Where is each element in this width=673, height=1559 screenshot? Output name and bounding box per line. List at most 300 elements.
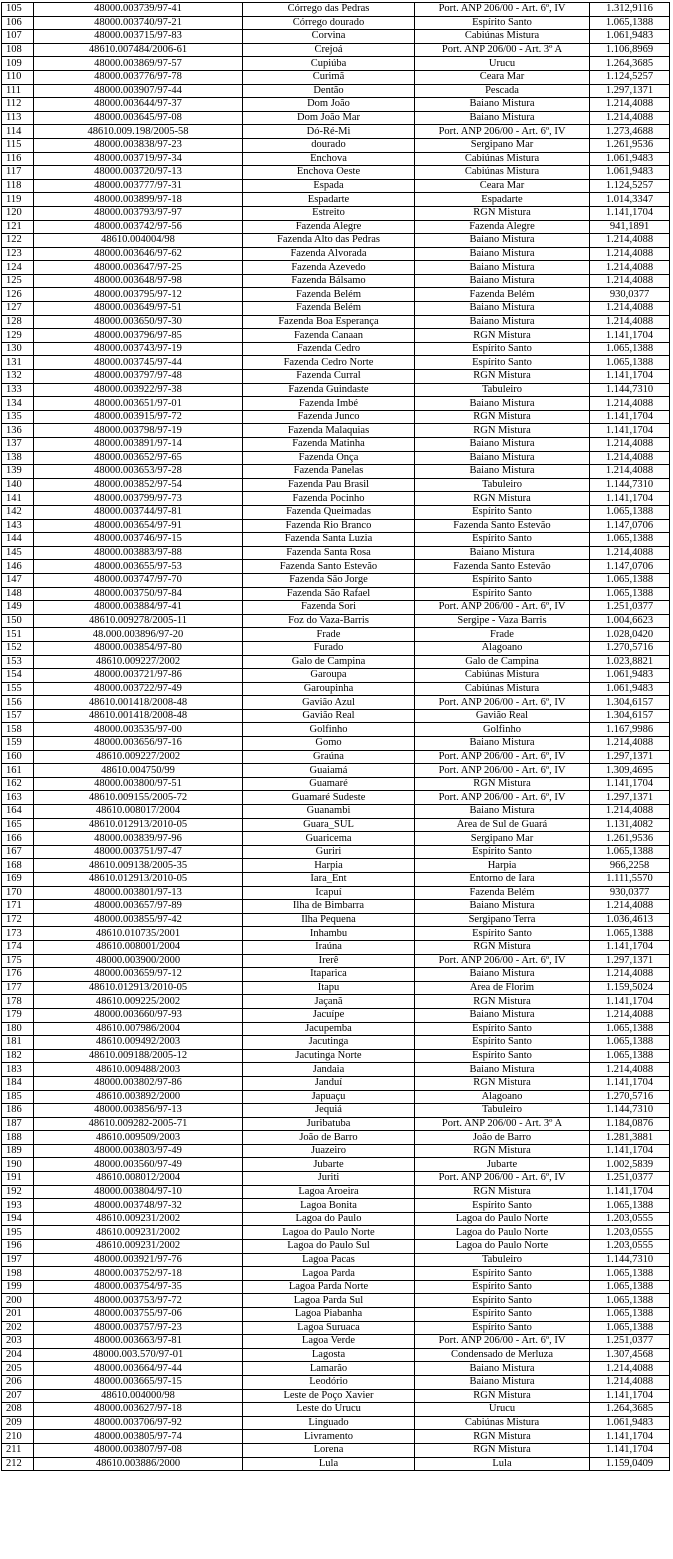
reference-cell: RGN Mistura: [415, 777, 590, 791]
reference-cell: Tabuleiro: [415, 1253, 590, 1267]
reference-cell: Espírito Santo: [415, 342, 590, 356]
reference-cell: Cabiúnas Mistura: [415, 669, 590, 683]
process-number-cell: 48000.003627/97-18: [34, 1403, 243, 1417]
process-number-cell: 48610.009138/2005-35: [34, 859, 243, 873]
row-number-cell: 145: [2, 546, 34, 560]
row-number-cell: 208: [2, 1403, 34, 1417]
price-cell: 1.065,1388: [590, 1294, 670, 1308]
process-number-cell: 48000.003776/97-78: [34, 70, 243, 84]
reference-cell: Port. ANP 206/00 - Art. 3º A: [415, 43, 590, 57]
process-number-cell: 48000.003646/97-62: [34, 247, 243, 261]
price-cell: 1.065,1388: [590, 573, 670, 587]
row-number-cell: 113: [2, 111, 34, 125]
reference-cell: Gavião Real: [415, 709, 590, 723]
table-row: [2, 628, 670, 642]
price-cell: 1.264,3685: [590, 1403, 670, 1417]
table-row: [2, 370, 670, 384]
price-cell: 1.214,4088: [590, 1008, 670, 1022]
row-number-cell: 118: [2, 179, 34, 193]
process-number-cell: 48610.009231/2002: [34, 1212, 243, 1226]
table-row: [2, 601, 670, 615]
field-name-cell: Curimã: [243, 70, 415, 84]
reference-cell: Fazenda Belém: [415, 288, 590, 302]
process-number-cell: 48000.003855/97-42: [34, 913, 243, 927]
table-row: [2, 70, 670, 84]
reference-cell: Baiano Mistura: [415, 968, 590, 982]
row-number-cell: 194: [2, 1212, 34, 1226]
price-cell: 1.214,4088: [590, 805, 670, 819]
field-name-cell: Janduí: [243, 1076, 415, 1090]
price-cell: 1.203,0555: [590, 1240, 670, 1254]
process-number-cell: 48610.004004/98: [34, 234, 243, 248]
field-name-cell: Fazenda Pocinho: [243, 492, 415, 506]
table-row: [2, 166, 670, 180]
reference-cell: Golfinho: [415, 723, 590, 737]
field-name-cell: Jubarte: [243, 1158, 415, 1172]
process-number-cell: 48000.003899/97-18: [34, 193, 243, 207]
table-row: [2, 342, 670, 356]
table-row: [2, 1267, 670, 1281]
price-cell: 1.061,9483: [590, 669, 670, 683]
reference-cell: Urucu: [415, 1403, 590, 1417]
price-cell: 1.141,1704: [590, 492, 670, 506]
process-number-cell: 48610.009227/2002: [34, 655, 243, 669]
table-row: [2, 1348, 670, 1362]
process-number-cell: 48000.003660/97-93: [34, 1008, 243, 1022]
row-number-cell: 154: [2, 669, 34, 683]
reference-cell: Baiano Mistura: [415, 315, 590, 329]
table-row: [2, 505, 670, 519]
reference-cell: Baiano Mistura: [415, 98, 590, 112]
price-cell: 1.065,1388: [590, 356, 670, 370]
field-name-cell: Linguado: [243, 1416, 415, 1430]
price-cell: 1.309,4695: [590, 764, 670, 778]
reference-cell: Baiano Mistura: [415, 737, 590, 751]
row-number-cell: 115: [2, 138, 34, 152]
row-number-cell: 127: [2, 302, 34, 316]
table-row: [2, 193, 670, 207]
row-number-cell: 177: [2, 981, 34, 995]
reference-cell: Lagoa do Paulo Norte: [415, 1226, 590, 1240]
process-number-cell: 48000.003740/97-21: [34, 16, 243, 30]
row-number-cell: 126: [2, 288, 34, 302]
row-number-cell: 112: [2, 98, 34, 112]
process-number-cell: 48000.003754/97-35: [34, 1280, 243, 1294]
row-number-cell: 212: [2, 1457, 34, 1471]
process-number-cell: 48000.003650/97-30: [34, 315, 243, 329]
table-row: [2, 981, 670, 995]
table-row: [2, 1036, 670, 1050]
field-name-cell: Icapuí: [243, 886, 415, 900]
reference-cell: Condensado de Merluza: [415, 1348, 590, 1362]
process-number-cell: 48610.004000/98: [34, 1389, 243, 1403]
field-name-cell: Dó-Ré-Mi: [243, 125, 415, 139]
reference-cell: Baiano Mistura: [415, 546, 590, 560]
table-row: [2, 1131, 670, 1145]
row-number-cell: 211: [2, 1443, 34, 1457]
row-number-cell: 197: [2, 1253, 34, 1267]
table-row: [2, 206, 670, 220]
table-row: [2, 777, 670, 791]
field-name-cell: Graúna: [243, 750, 415, 764]
table-row: [2, 805, 670, 819]
field-name-cell: Fazenda Santa Luzia: [243, 533, 415, 547]
field-name-cell: Guamaré: [243, 777, 415, 791]
row-number-cell: 190: [2, 1158, 34, 1172]
reference-cell: Port. ANP 206/00 - Art. 3º A: [415, 1117, 590, 1131]
price-cell: 1.014,3347: [590, 193, 670, 207]
row-number-cell: 132: [2, 370, 34, 384]
price-cell: 1.065,1388: [590, 1199, 670, 1213]
row-number-cell: 163: [2, 791, 34, 805]
table-row: [2, 669, 670, 683]
price-cell: 1.251,0377: [590, 1335, 670, 1349]
process-number-cell: 48000.003664/97-44: [34, 1362, 243, 1376]
process-number-cell: 48000.003535/97-00: [34, 723, 243, 737]
reference-cell: Cabiúnas Mistura: [415, 682, 590, 696]
row-number-cell: 128: [2, 315, 34, 329]
field-name-cell: Guamaré Sudeste: [243, 791, 415, 805]
reference-cell: Espírito Santo: [415, 845, 590, 859]
price-cell: 930,0377: [590, 288, 670, 302]
row-number-cell: 121: [2, 220, 34, 234]
table-row: [2, 655, 670, 669]
reference-cell: Harpia: [415, 859, 590, 873]
price-cell: 1.141,1704: [590, 410, 670, 424]
field-name-cell: Jacuípe: [243, 1008, 415, 1022]
field-name-cell: Iraúna: [243, 940, 415, 954]
table-row: [2, 1049, 670, 1063]
table-body: [2, 3, 670, 1471]
process-number-cell: 48000.003807/97-08: [34, 1443, 243, 1457]
field-name-cell: Enchova: [243, 152, 415, 166]
process-number-cell: 48000.003755/97-06: [34, 1308, 243, 1322]
field-name-cell: dourado: [243, 138, 415, 152]
row-number-cell: 210: [2, 1430, 34, 1444]
price-cell: 1.214,4088: [590, 1362, 670, 1376]
process-number-cell: 48000.003802/97-86: [34, 1076, 243, 1090]
table-row: [2, 424, 670, 438]
row-number-cell: 114: [2, 125, 34, 139]
process-number-cell: 48000.003657/97-89: [34, 900, 243, 914]
process-number-cell: 48000.003799/97-73: [34, 492, 243, 506]
field-name-cell: Jacupemba: [243, 1022, 415, 1036]
reference-cell: Urucu: [415, 57, 590, 71]
row-number-cell: 135: [2, 410, 34, 424]
field-name-cell: Fazenda Alto das Pedras: [243, 234, 415, 248]
reference-cell: Baiano Mistura: [415, 1362, 590, 1376]
field-name-cell: Lagoa Parda Norte: [243, 1280, 415, 1294]
table-row: [2, 1443, 670, 1457]
table-row: [2, 84, 670, 98]
reference-cell: Tabuleiro: [415, 478, 590, 492]
price-cell: 1.036,4613: [590, 913, 670, 927]
price-cell: 1.307,4568: [590, 1348, 670, 1362]
row-number-cell: 110: [2, 70, 34, 84]
price-cell: 1.131,4082: [590, 818, 670, 832]
row-number-cell: 165: [2, 818, 34, 832]
price-cell: 1.141,1704: [590, 206, 670, 220]
reference-cell: Port. ANP 206/00 - Art. 6º, IV: [415, 601, 590, 615]
reference-cell: Baiano Mistura: [415, 111, 590, 125]
field-name-cell: Fazenda Sori: [243, 601, 415, 615]
price-cell: 1.065,1388: [590, 1321, 670, 1335]
table-row: [2, 274, 670, 288]
table-row: [2, 995, 670, 1009]
reference-cell: Baiano Mistura: [415, 1063, 590, 1077]
table-row: [2, 261, 670, 275]
row-number-cell: 159: [2, 737, 34, 751]
reference-cell: Espírito Santo: [415, 1049, 590, 1063]
process-number-cell: 48610.012913/2010-05: [34, 981, 243, 995]
reference-cell: Espírito Santo: [415, 1321, 590, 1335]
row-number-cell: 207: [2, 1389, 34, 1403]
reference-cell: Cabiúnas Mistura: [415, 1416, 590, 1430]
field-name-cell: Inhambu: [243, 927, 415, 941]
field-name-cell: Itaparica: [243, 968, 415, 982]
row-number-cell: 201: [2, 1308, 34, 1322]
process-number-cell: 48000.003720/97-13: [34, 166, 243, 180]
price-cell: 1.159,0409: [590, 1457, 670, 1471]
row-number-cell: 130: [2, 342, 34, 356]
field-name-cell: Espada: [243, 179, 415, 193]
row-number-cell: 160: [2, 750, 34, 764]
process-number-cell: 48610.004750/99: [34, 764, 243, 778]
reference-cell: Baiano Mistura: [415, 397, 590, 411]
process-number-cell: 48610.008017/2004: [34, 805, 243, 819]
price-cell: 930,0377: [590, 886, 670, 900]
field-name-cell: Dom João Mar: [243, 111, 415, 125]
field-name-cell: Fazenda Malaquias: [243, 424, 415, 438]
reference-cell: Fazenda Alegre: [415, 220, 590, 234]
field-name-cell: Jaçanã: [243, 995, 415, 1009]
row-number-cell: 185: [2, 1090, 34, 1104]
reference-cell: Tabuleiro: [415, 1104, 590, 1118]
reference-cell: RGN Mistura: [415, 206, 590, 220]
field-name-cell: Estreito: [243, 206, 415, 220]
table-row: [2, 98, 670, 112]
price-cell: 1.141,1704: [590, 1443, 670, 1457]
reference-cell: Baiano Mistura: [415, 234, 590, 248]
price-cell: 1.270,5716: [590, 1090, 670, 1104]
reference-cell: Lagoa do Paulo Norte: [415, 1212, 590, 1226]
field-name-cell: Lagosta: [243, 1348, 415, 1362]
reference-cell: RGN Mistura: [415, 1389, 590, 1403]
row-number-cell: 198: [2, 1267, 34, 1281]
process-number-cell: 48610.009225/2002: [34, 995, 243, 1009]
row-number-cell: 137: [2, 438, 34, 452]
table-row: [2, 1403, 670, 1417]
price-cell: 1.141,1704: [590, 329, 670, 343]
price-cell: 1.214,4088: [590, 1375, 670, 1389]
field-name-cell: Fazenda Imbé: [243, 397, 415, 411]
table-row: [2, 1321, 670, 1335]
table-row: [2, 1212, 670, 1226]
price-cell: 1.141,1704: [590, 777, 670, 791]
field-name-cell: Lula: [243, 1457, 415, 1471]
table-row: [2, 546, 670, 560]
reference-cell: RGN Mistura: [415, 940, 590, 954]
reference-cell: Tabuleiro: [415, 383, 590, 397]
process-number-cell: 48610.009492/2003: [34, 1036, 243, 1050]
reference-cell: Espírito Santo: [415, 356, 590, 370]
field-name-cell: Enchova Oeste: [243, 166, 415, 180]
price-cell: 1.061,9483: [590, 152, 670, 166]
reference-cell: Port. ANP 206/00 - Art. 6º, IV: [415, 791, 590, 805]
process-number-cell: 48610.007484/2006-61: [34, 43, 243, 57]
reference-cell: Espírito Santo: [415, 1294, 590, 1308]
table-row: [2, 1416, 670, 1430]
reference-cell: Espírito Santo: [415, 1036, 590, 1050]
field-name-cell: Corvina: [243, 30, 415, 44]
price-cell: 1.312,9116: [590, 3, 670, 17]
price-cell: 1.184,0876: [590, 1117, 670, 1131]
table-row: [2, 1430, 670, 1444]
row-number-cell: 119: [2, 193, 34, 207]
reference-cell: RGN Mistura: [415, 329, 590, 343]
table-row: [2, 682, 670, 696]
field-name-cell: Lagoa Verde: [243, 1335, 415, 1349]
price-cell: 1.214,4088: [590, 261, 670, 275]
table-row: [2, 30, 670, 44]
reference-cell: Baiano Mistura: [415, 247, 590, 261]
row-number-cell: 184: [2, 1076, 34, 1090]
reference-cell: Port. ANP 206/00 - Art. 6º, IV: [415, 1335, 590, 1349]
field-name-cell: Fazenda Cedro Norte: [243, 356, 415, 370]
row-number-cell: 162: [2, 777, 34, 791]
price-cell: 1.281,3881: [590, 1131, 670, 1145]
table-row: [2, 1117, 670, 1131]
price-cell: 1.144,7310: [590, 383, 670, 397]
process-number-cell: 48000.003797/97-48: [34, 370, 243, 384]
table-row: [2, 1457, 670, 1471]
field-name-cell: Lagoa Pacas: [243, 1253, 415, 1267]
table-row: [2, 302, 670, 316]
process-number-cell: 48000.003739/97-41: [34, 3, 243, 17]
process-number-cell: 48000.003648/97-98: [34, 274, 243, 288]
field-name-cell: Furado: [243, 641, 415, 655]
row-number-cell: 138: [2, 451, 34, 465]
table-row: [2, 1172, 670, 1186]
process-number-cell: 48000.003719/97-34: [34, 152, 243, 166]
row-number-cell: 191: [2, 1172, 34, 1186]
field-name-cell: Leodório: [243, 1375, 415, 1389]
table-row: [2, 220, 670, 234]
process-number-cell: 48000.003715/97-83: [34, 30, 243, 44]
process-number-cell: 48000.003798/97-19: [34, 424, 243, 438]
process-number-cell: 48000.003744/97-81: [34, 505, 243, 519]
process-number-cell: 48000.003869/97-57: [34, 57, 243, 71]
price-cell: 1.002,5839: [590, 1158, 670, 1172]
row-number-cell: 149: [2, 601, 34, 615]
field-name-cell: Gomo: [243, 737, 415, 751]
table-row: [2, 859, 670, 873]
row-number-cell: 166: [2, 832, 34, 846]
row-number-cell: 109: [2, 57, 34, 71]
row-number-cell: 116: [2, 152, 34, 166]
row-number-cell: 173: [2, 927, 34, 941]
price-cell: 1.061,9483: [590, 682, 670, 696]
reference-cell: Espadarte: [415, 193, 590, 207]
process-number-cell: 48610.008012/2004: [34, 1172, 243, 1186]
row-number-cell: 195: [2, 1226, 34, 1240]
field-name-cell: Dentão: [243, 84, 415, 98]
table-row: [2, 465, 670, 479]
reference-cell: Baiano Mistura: [415, 302, 590, 316]
field-name-cell: Fazenda Canaan: [243, 329, 415, 343]
table-row: [2, 641, 670, 655]
price-cell: 1.147,0706: [590, 560, 670, 574]
reference-cell: Fazenda Santo Estevão: [415, 560, 590, 574]
field-name-cell: Fazenda Bálsamo: [243, 274, 415, 288]
row-number-cell: 176: [2, 968, 34, 982]
price-cell: 1.214,4088: [590, 438, 670, 452]
field-name-cell: Espadarte: [243, 193, 415, 207]
table-row: [2, 478, 670, 492]
price-cell: 1.304,6157: [590, 709, 670, 723]
table-row: [2, 1362, 670, 1376]
table-row: [2, 329, 670, 343]
field-name-cell: Lorena: [243, 1443, 415, 1457]
reference-cell: Área de Sul de Guará: [415, 818, 590, 832]
row-number-cell: 111: [2, 84, 34, 98]
table-row: [2, 519, 670, 533]
price-cell: 1.124,5257: [590, 179, 670, 193]
process-number-cell: 48000.003644/97-37: [34, 98, 243, 112]
process-number-cell: 48000.003745/97-44: [34, 356, 243, 370]
reference-cell: Port. ANP 206/00 - Art. 6º, IV: [415, 750, 590, 764]
reference-cell: Sergipano Mar: [415, 138, 590, 152]
price-cell: 1.297,1371: [590, 750, 670, 764]
field-name-cell: Leste do Urucu: [243, 1403, 415, 1417]
table-row: [2, 750, 670, 764]
row-number-cell: 131: [2, 356, 34, 370]
reference-cell: Alagoano: [415, 641, 590, 655]
process-number-cell: 48610.009231/2002: [34, 1240, 243, 1254]
row-number-cell: 142: [2, 505, 34, 519]
field-name-cell: Fazenda São Rafael: [243, 587, 415, 601]
price-cell: 1.214,4088: [590, 737, 670, 751]
table-row: [2, 111, 670, 125]
row-number-cell: 187: [2, 1117, 34, 1131]
field-name-cell: Itapu: [243, 981, 415, 995]
row-number-cell: 182: [2, 1049, 34, 1063]
price-cell: 1.141,1704: [590, 1389, 670, 1403]
row-number-cell: 200: [2, 1294, 34, 1308]
field-name-cell: Iara_Ent: [243, 873, 415, 887]
process-number-cell: 48000.003805/97-74: [34, 1430, 243, 1444]
table-row: [2, 315, 670, 329]
table-row: [2, 1158, 670, 1172]
row-number-cell: 186: [2, 1104, 34, 1118]
process-number-cell: 48000.003753/97-72: [34, 1294, 243, 1308]
price-cell: 1.251,0377: [590, 601, 670, 615]
process-number-cell: 48000.003.570/97-01: [34, 1348, 243, 1362]
table-row: [2, 900, 670, 914]
field-name-cell: Lagoa do Paulo Sul: [243, 1240, 415, 1254]
row-number-cell: 174: [2, 940, 34, 954]
field-name-cell: Galo de Campina: [243, 655, 415, 669]
field-name-cell: Japuaçu: [243, 1090, 415, 1104]
reference-cell: RGN Mistura: [415, 1443, 590, 1457]
field-name-cell: Frade: [243, 628, 415, 642]
price-cell: 1.214,4088: [590, 302, 670, 316]
field-name-cell: Jacutinga: [243, 1036, 415, 1050]
reference-cell: Espírito Santo: [415, 1280, 590, 1294]
process-number-cell: 48000.003800/97-51: [34, 777, 243, 791]
row-number-cell: 161: [2, 764, 34, 778]
process-number-cell: 48000.003649/97-51: [34, 302, 243, 316]
